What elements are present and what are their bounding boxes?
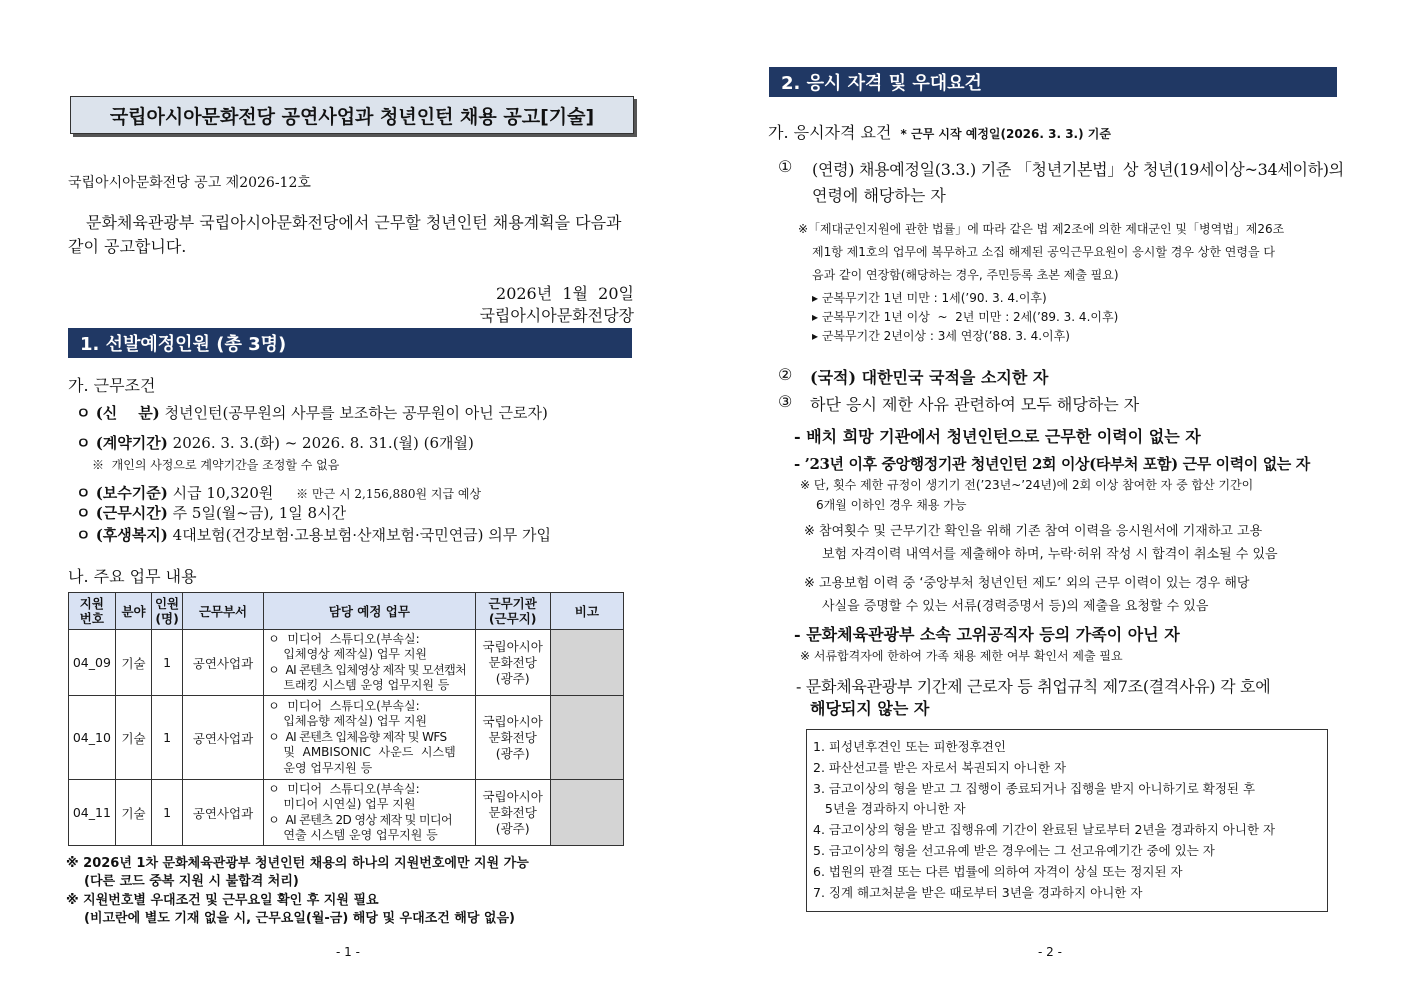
notice-number: 국립아시아문화전당 공고 제2026-12호 — [68, 175, 311, 191]
footnote-1b: (다른 코드 중복 지원 시 불합격 처리) — [84, 874, 299, 889]
table-row — [69, 630, 624, 696]
note-c-line-2: 사실을 증명할 수 있는 서류(경력증명서 등)의 제출을 요청할 수 있음 — [822, 599, 1209, 614]
cell-tasks — [264, 630, 475, 696]
condition-status — [76, 402, 548, 423]
condition-label: ㅇ (후생복지) — [76, 526, 168, 544]
disqualification-box — [806, 729, 1328, 912]
cell-place: 국립아시아 문화전당 (광주) — [475, 780, 550, 846]
header-cell: 인원 (명) — [152, 593, 182, 630]
disqualification-item: 5년을 경과하지 아니한 자 — [813, 801, 966, 817]
note-d: ※ 서류합격자에 한하여 가족 채용 제한 여부 확인서 제출 필요 — [800, 649, 1123, 663]
condition-dash-2: - ’23년 이후 중앙행정기관 청년인턴 2회 이상(타부처 포함) 근무 이력이 없는 자 — [794, 455, 1310, 473]
cell-place: 국립아시아 문화전당 (광주) — [475, 696, 550, 780]
military-bullet-1: ▸ 군복무기간 1년 미만 : 1세(’90. 3. 4.이후) — [812, 291, 1047, 305]
document-title: 국립아시아문화전당 공연사업과 청년인턴 채용 공고[기술] — [70, 96, 634, 134]
military-bullet-3: ▸ 군복무기간 2년이상 : 3세 연장(’88. 3. 4.이후) — [812, 329, 1070, 343]
condition-contract — [76, 432, 474, 453]
cell-count: 1 — [152, 780, 182, 846]
military-note-2: 제1항 제1호의 업무에 복무하고 소집 해제된 공익근무요원이 응시할 경우 상한 연령을 다 — [812, 245, 1275, 259]
disqualification-item: 7. 징계 해고처분을 받은 때로부터 3년을 경과하지 아니한 자 — [813, 884, 1143, 900]
task-line: ㅇ 미디어 스튜디오(부속실: — [268, 698, 420, 713]
condition-value: 청년인턴(공무원의 사무를 보조하는 공무원이 아닌 근로자) — [164, 404, 548, 422]
cell-field: 기술 — [115, 696, 152, 780]
disqualification-item: 4. 금고이상의 형을 받고 집행유예 기간이 완료된 날로부터 2년을 경과하지 아니한 자 — [813, 822, 1276, 838]
task-line: ㅇ 미디어 스튜디오(부속실: — [268, 781, 420, 796]
cell-field: 기술 — [115, 780, 152, 846]
sub-heading-a: 가. 근무조건 — [68, 376, 156, 395]
condition-value: 주 5일(월~금), 1일 8시간 — [172, 504, 347, 522]
task-line: 트래킹 시스템 운영 업무지원 등 — [268, 678, 450, 692]
sub-heading-a — [768, 120, 1111, 143]
condition-dash-4b: 해당되지 않는 자 — [810, 699, 930, 718]
cell-place: 국립아시아 문화전당 (광주) — [475, 630, 550, 696]
section-2-header: 2. 응시 자격 및 우대요건 — [769, 67, 1337, 97]
note-a-line-2: 6개월 이하인 경우 채용 가능 — [816, 498, 967, 512]
section-1-header: 1. 선발예정인원 (총 3명) — [68, 328, 632, 358]
note-b-line-1: ※ 참여횟수 및 근무기간 확인을 위해 기존 참여 이력을 응시원서에 기재하고 고용 — [804, 524, 1263, 539]
header-cell: 근무부서 — [182, 593, 263, 630]
cell-no: 04_11 — [69, 780, 116, 846]
header-cell: 분야 — [115, 593, 152, 630]
cell-count: 1 — [152, 630, 182, 696]
item-3-text: 하단 응시 제한 사유 관련하여 모두 해당하는 자 — [810, 395, 1140, 414]
condition-label: ㅇ (근무시간) — [76, 504, 168, 522]
header-cell: 담당 예정 업무 — [264, 593, 475, 630]
task-line: ㅇ 미디어 스튜디오(부속실: — [268, 631, 420, 646]
item-2-number: ② — [778, 365, 793, 384]
task-line: ㅇ AI 콘텐츠 2D 영상 제작 및 미디어 — [268, 812, 452, 827]
task-line: 및 AMBISONIC 사운드 시스템 — [268, 745, 456, 760]
intro-line-1: 문화체육관광부 국립아시아문화전당에서 근무할 청년인턴 채용계획을 다음과 — [86, 213, 622, 232]
cell-dept: 공연사업과 — [182, 630, 263, 696]
task-line: 연출 시스템 운영 업무지원 등 — [268, 828, 438, 842]
header-cell: 근무기관 (근무지) — [475, 593, 550, 630]
cell-no: 04_09 — [69, 630, 116, 696]
military-note-3: 음과 같이 연장함(해당하는 경우, 주민등록 초본 제출 필요) — [812, 268, 1119, 282]
duty-table — [68, 592, 624, 846]
footnote-2: ※ 지원번호별 우대조건 및 근무요일 확인 후 지원 필요 — [66, 893, 379, 908]
task-line: 입체영상 제작실) 업무 지원 — [268, 647, 428, 661]
condition-pay — [76, 482, 481, 503]
condition-welfare — [76, 524, 551, 545]
task-line: ㅇ AI 콘텐츠 입체음향 제작 및 WFS — [268, 729, 447, 744]
disqualification-item: 1. 피성년후견인 또는 피한정후견인 — [813, 739, 1006, 754]
table-row — [69, 696, 624, 780]
military-note-1: ※「제대군인지원에 관한 법률」에 따라 같은 법 제2조에 의한 제대군인 및「병역법」제26조 — [798, 222, 1285, 236]
item-1-line-1: (연령) 채용예정일(3.3.) 기준 「청년기본법」상 청년(19세이상~34세이하)의 — [812, 160, 1344, 179]
item-1-number: ① — [778, 157, 793, 176]
sub-heading-label: 가. 응시자격 요건 — [768, 123, 892, 142]
note-a-line-1: ※ 단, 횟수 제한 규정이 생기기 전(’23년~’24년)에 2회 이상 참여한 자 중 합산 기간이 — [800, 478, 1254, 492]
note-b-line-2: 보험 자격이력 내역서를 제출해야 하며, 누락·허위 작성 시 합격이 취소될 수 있음 — [822, 547, 1278, 562]
disqualification-item: 5. 금고이상의 형을 선고유예 받은 경우에는 그 선고유예기간 중에 있는 자 — [813, 842, 1215, 858]
cell-dept: 공연사업과 — [182, 780, 263, 846]
task-line: 입체음향 제작실) 업무 지원 — [268, 714, 428, 729]
item-1-line-2: 연령에 해당하는 자 — [812, 186, 946, 205]
disqualification-item: 6. 법원의 판결 또는 다른 법률에 의하여 자격이 상실 또는 정지된 자 — [813, 863, 1183, 879]
contract-note: ※ 개인의 사정으로 계약기간을 조정할 수 없음 — [92, 458, 340, 472]
condition-label: ㅇ (계약기간) — [76, 434, 168, 452]
cell-remark — [550, 630, 623, 696]
cell-field: 기술 — [115, 630, 152, 696]
page-number: - 2 - — [1038, 945, 1062, 959]
item-3-number: ③ — [778, 392, 793, 411]
table-header-row — [69, 593, 624, 630]
item-2-text: (국적) 대한민국 국적을 소지한 자 — [810, 368, 1049, 387]
condition-hours — [76, 502, 346, 523]
disqualification-item: 3. 금고이상의 형을 받고 그 집행이 종료되거나 집행을 받지 아니하기로 확정된 후 — [813, 780, 1256, 796]
note-c-line-1: ※ 고용보험 이력 중 ‘중앙부처 청년인턴 제도’ 외의 근무 이력이 있는 경우 해당 — [804, 576, 1250, 591]
condition-dash-4a: - 문화체육관광부 기간제 근로자 등 취업규칙 제7조(결격사유) 각 호에 — [796, 677, 1271, 696]
cell-count: 1 — [152, 696, 182, 780]
cell-remark — [550, 780, 623, 846]
page-number: - 1 - — [336, 945, 360, 959]
condition-label: ㅇ (보수기준) — [76, 484, 168, 502]
cell-dept: 공연사업과 — [182, 696, 263, 780]
condition-value: 2026. 3. 3.(화) ~ 2026. 8. 31.(월) (6개월) — [172, 434, 474, 452]
cell-tasks — [264, 696, 475, 780]
task-line: 미디어 시연실) 업무 지원 — [268, 797, 416, 811]
military-bullet-2: ▸ 군복무기간 1년 이상 ~ 2년 미만 : 2세(’89. 3. 4.이후) — [812, 310, 1119, 324]
sub-heading-note: * 근무 시작 예정일(2026. 3. 3.) 기준 — [900, 127, 1111, 141]
disqualification-item: 2. 파산선고를 받은 자로서 복권되지 아니한 자 — [813, 759, 1067, 775]
cell-no: 04_10 — [69, 696, 116, 780]
header-cell: 비고 — [550, 593, 623, 630]
condition-dash-3: - 문화체육관광부 소속 고위공직자 등의 가족이 아닌 자 — [794, 625, 1180, 644]
header-cell: 지원 번호 — [69, 593, 116, 630]
footnote-1: ※ 2026년 1차 문화체육관광부 청년인턴 채용의 하나의 지원번호에만 지원 가능 — [66, 856, 529, 871]
table-row — [69, 780, 624, 846]
sub-heading-b: 나. 주요 업무 내용 — [68, 567, 197, 586]
pay-note: ※ 만근 시 2,156,880원 지급 예상 — [296, 487, 482, 501]
task-line: ㅇ AI 콘텐츠 입체영상 제작 및 모션캡처 — [268, 662, 467, 677]
notice-date: 2026년 1월 20일 — [496, 284, 634, 303]
condition-label: ㅇ (신 분) — [76, 404, 160, 422]
page-1 — [0, 0, 700, 992]
footnote-2b: (비고란에 별도 기재 없을 시, 근무요일(월-금) 해당 및 우대조건 해당 없음) — [84, 911, 515, 926]
task-line: 운영 업무지원 등 — [268, 760, 373, 775]
condition-value: 시급 10,320원 — [172, 484, 274, 502]
intro-line-2: 같이 공고합니다. — [68, 237, 187, 256]
cell-remark — [550, 696, 623, 780]
condition-dash-1: - 배치 희망 기관에서 청년인턴으로 근무한 이력이 없는 자 — [794, 427, 1201, 446]
cell-tasks — [264, 780, 475, 846]
issuer: 국립아시아문화전당장 — [479, 306, 634, 325]
condition-value: 4대보험(건강보험·고용보험·산재보험·국민연금) 의무 가입 — [172, 526, 552, 544]
